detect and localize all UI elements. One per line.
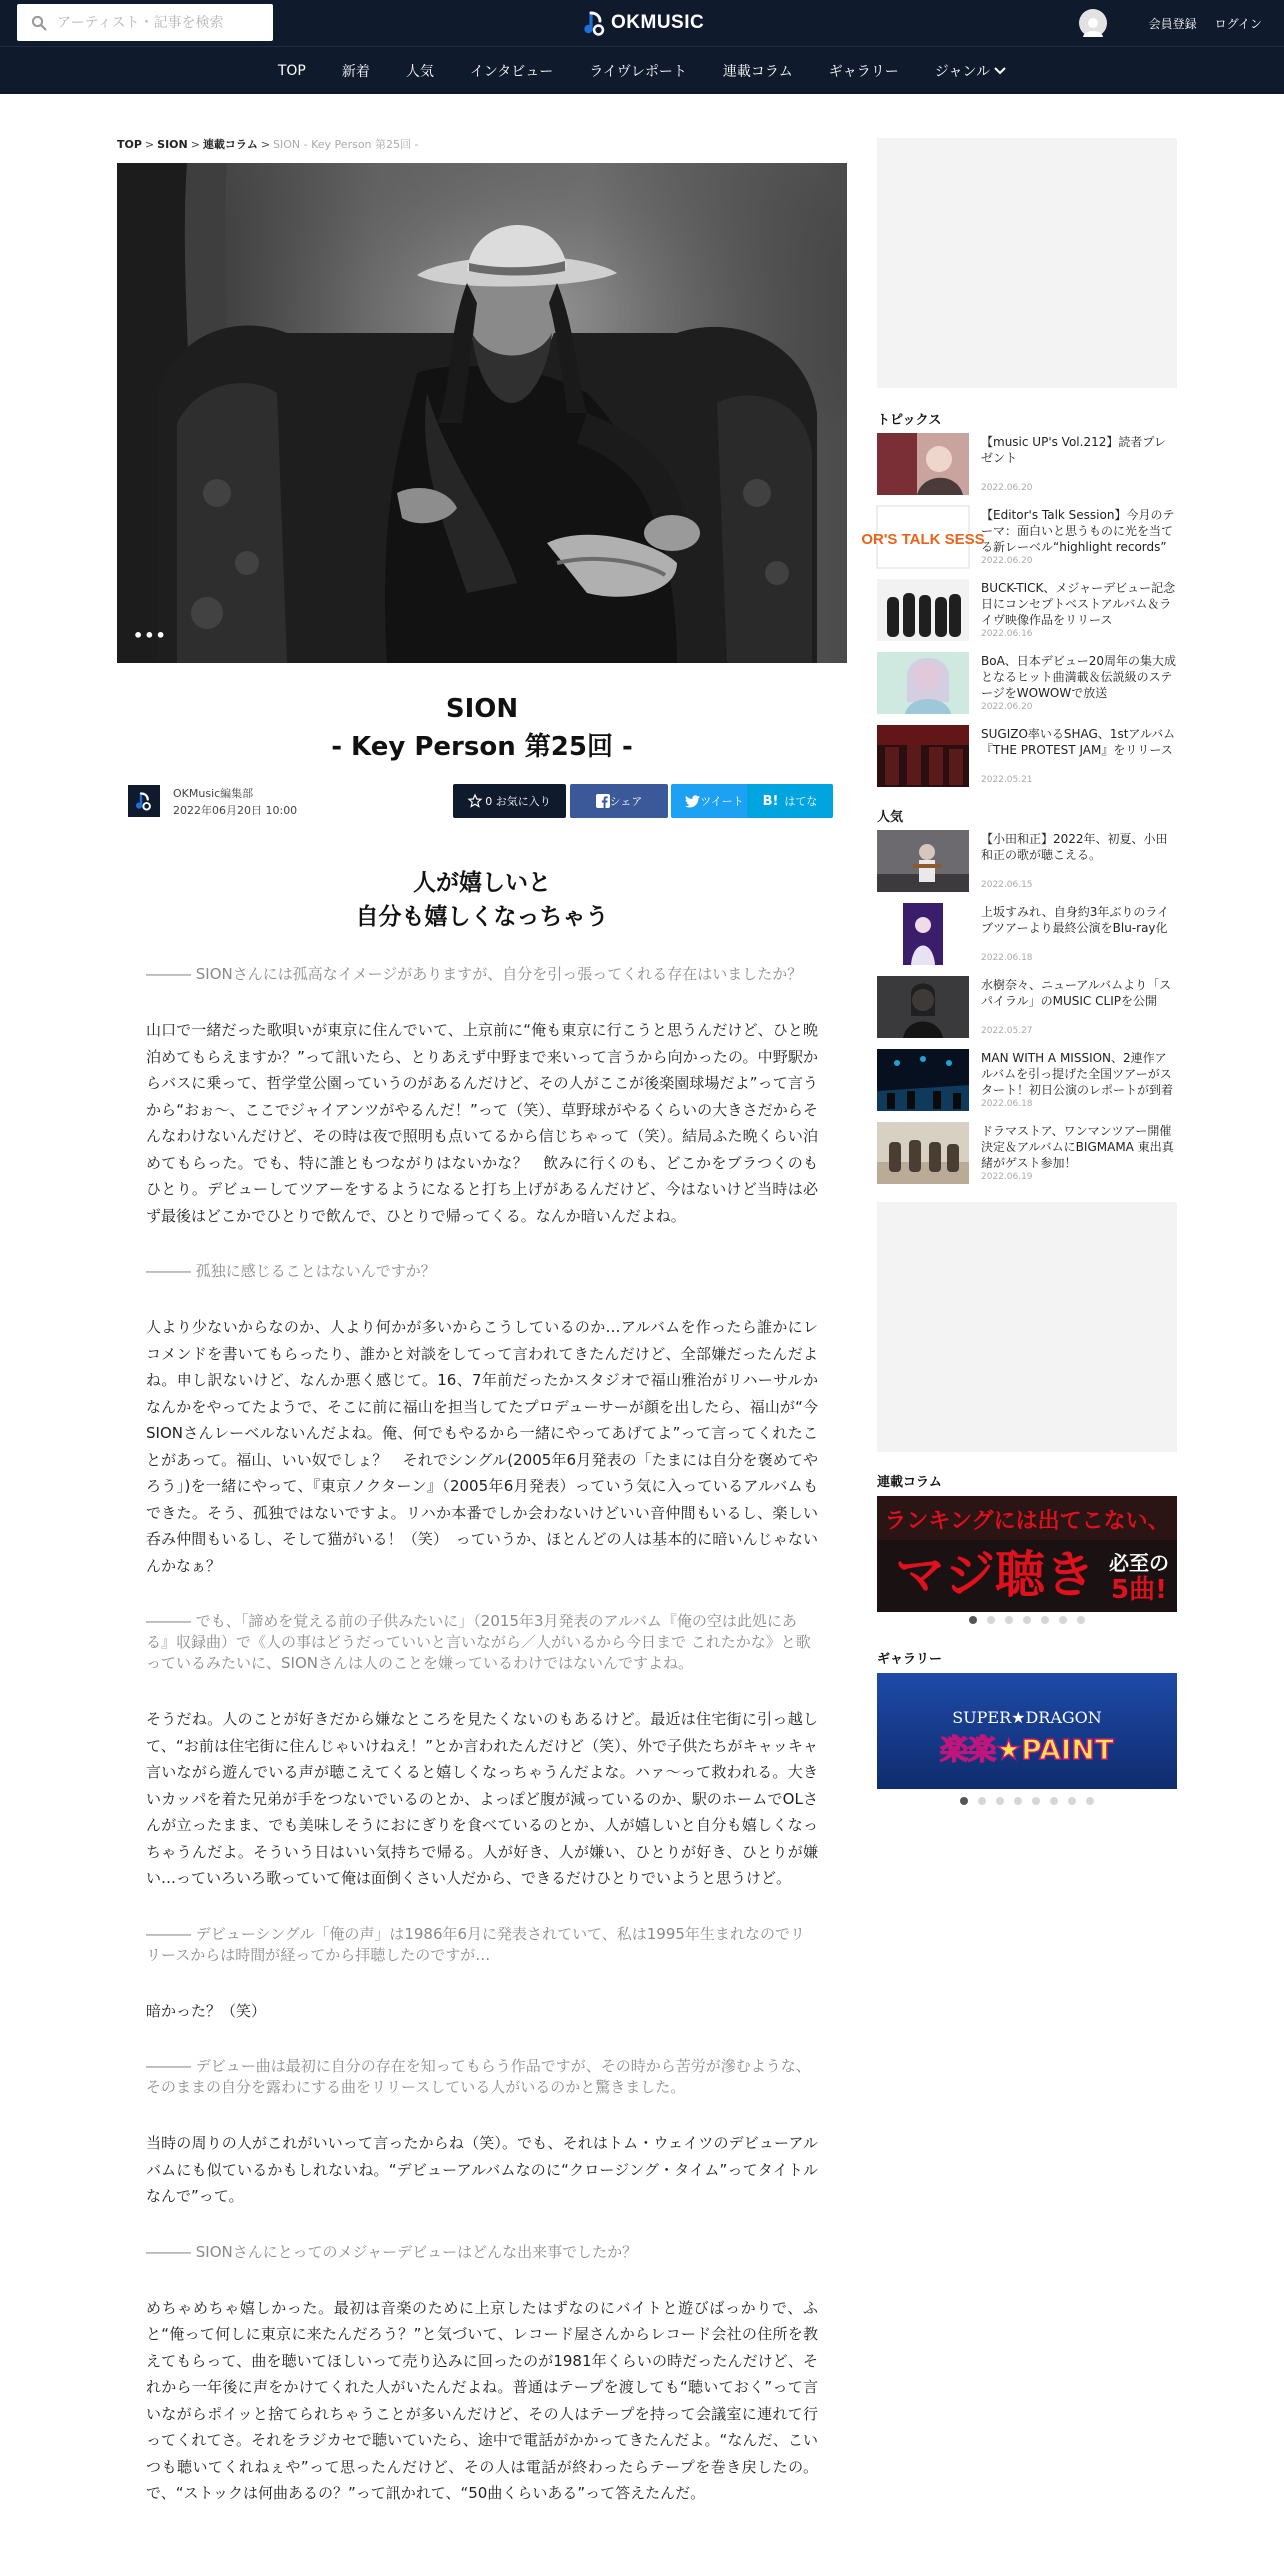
breadcrumb-current: SION - Key Person 第25回 - [273, 138, 419, 151]
interview-answer: 暗かった？（笑） [146, 2001, 267, 2020]
popular-thumbnail [877, 976, 969, 1038]
main-nav [0, 46, 1284, 94]
publish-date: 2022年06月20日 10:00 [173, 804, 298, 817]
gallery-carousel-dot[interactable] [978, 1797, 986, 1805]
topic-item[interactable] [877, 725, 1177, 798]
breadcrumb-top[interactable]: TOP [117, 138, 142, 151]
gallery-heading: ギャラリー [877, 1652, 943, 1667]
popular-item[interactable] [877, 830, 1177, 903]
author-logo-icon[interactable] [128, 785, 160, 817]
topic-title: 【music UP's Vol.212】読者プレゼント [981, 435, 1166, 465]
column-banner-art [877, 1496, 1177, 1612]
column-carousel-dot[interactable] [1059, 1616, 1067, 1624]
star-icon [468, 794, 482, 808]
popular-thumbnail [877, 903, 969, 965]
breadcrumb: TOP > SION > 連載コラム > SION - Key Person 第25回 - [117, 138, 419, 151]
nav-gallery[interactable]: ギャラリー [828, 63, 899, 80]
search-icon [31, 15, 47, 31]
topic-date: 2022.06.16 [981, 629, 1033, 639]
nav-genre[interactable] [917, 61, 1024, 81]
topic-item[interactable] [877, 652, 1177, 725]
topic-title: BoA、日本デビュー20周年の集大成となるヒット曲満載＆伝説級のステージをWOWOWで放送 [981, 654, 1177, 700]
column-carousel-dot[interactable] [1041, 1616, 1049, 1624]
hatena-bookmark-button[interactable] [747, 784, 833, 818]
popular-title: ドラマストア、ワンマンツアー開催決定＆アルバムにBIGMAMA 東出真緒がゲスト参加！ [981, 1124, 1174, 1170]
avatar[interactable] [1079, 9, 1107, 37]
topic-title: SUGIZO率いるSHAG、1stアルバム『THE PROTEST JAM』をリリース [981, 727, 1176, 757]
user-icon [1082, 15, 1104, 37]
topic-item[interactable] [861, 506, 1177, 579]
gallery-carousel-dot[interactable] [1068, 1797, 1076, 1805]
hatena-icon: B! [762, 793, 779, 809]
search-input[interactable] [57, 15, 257, 31]
interview-answer: 山口で一緒だった歌唄いが東京に住んでいて、上京前に“俺も東京に行こうと思うんだけど、ひと晩泊めてもらえますか？”って訊いたら、とりあえず中野まで来いって言うから向かったの。中野駅からバスに乗って、哲学堂公園っていうのがあるんだけど、その人がここが後楽園球場だよ”って言うから“おぉ～、ここでジャイアンツがやるんだ！”って（笑）、草野球がやるくらいの大きさだからそんなわけないんだけど、その時は夜で照明も点いてるから信じちゃって（笑）。結局ふた晩くらい泊めてもらった。でも、特に誰ともつながりはないかな？ 飲みに行くのも、どこかをブラつくのもひとり。デビューしてツアーをするようになると打ち上げがあるんだけど、今はないけど当時は必ず最後はどこかでひとりで飲んで、ひとりで帰ってくる。なんか暗いんだよね。 [146, 1021, 818, 1225]
popular-thumbnail [877, 830, 969, 892]
column-carousel-dots [877, 1616, 1177, 1624]
tweet-label: ツイート [700, 795, 744, 808]
interview-question: ――― SIONさんにとってのメジャーデビューはどんな出来事でしたか？ [146, 2242, 638, 2261]
topic-date: 2022.05.21 [981, 775, 1033, 785]
article-lead [146, 866, 818, 934]
ad-slot-top[interactable] [877, 138, 1177, 388]
twitter-bird-icon [685, 795, 700, 808]
site-logo[interactable] [583, 9, 704, 37]
article-title [117, 690, 847, 766]
hero-image[interactable] [117, 163, 847, 663]
topic-item[interactable] [877, 579, 1177, 652]
popular-date: 2022.06.18 [981, 953, 1033, 963]
nav-live-report[interactable]: ライヴレポート [589, 63, 687, 80]
popular-thumbnail [877, 1122, 969, 1184]
nav-popular[interactable]: 人気 [405, 63, 434, 80]
gallery-carousel-dot[interactable] [1014, 1797, 1022, 1805]
interview-question: ――― 孤独に感じることはないんですか？ [146, 1262, 436, 1280]
favorite-button[interactable] [453, 784, 566, 818]
article-body [146, 866, 818, 2539]
interview-answer: そうだね。人のことが好きだから嫌なところを見たくないのもあるけど。最近は住宅街に引っ越して、“お前は住宅街に住んじゃいけねえ！”とか言われたんだけど（笑）、外で子供たちがキャッキャ言いながら遊んでいる声が聴こえてくると嬉しくなっちゃうんだよな。ハァ〜って救われる。大きいカッパを着た兄弟が手をつないでいるのとか、よっぽど腹が減っているのか、駅のホームでOLさんが立ったまま、でも美味しそうにおにぎりを食べているのとか、人が嬉しいと自分も嬉しくなっちゃうんだよ。そういう日はいい気持ちで帰る。人が好き、人が嫌い、ひとりが好き、ひとりが嫌い…っていろいろ歌っていて俺は面倒くさい人だから、できるだけひとりでいようと思うけど。 [146, 1710, 818, 1887]
hatena-label: はてな [784, 795, 818, 808]
popular-thumbnail [877, 1049, 969, 1111]
column-heading: 連載コラム [877, 1475, 942, 1490]
column-banner-line1: ランキングには出てこない、 [884, 1509, 1170, 1534]
search-box[interactable] [17, 4, 273, 41]
popular-date: 2022.05.27 [981, 1026, 1033, 1036]
ad-slot-middle[interactable] [877, 1202, 1177, 1452]
hero-photo [117, 163, 847, 663]
column-carousel-dot[interactable] [1005, 1616, 1013, 1624]
topics-heading: トピックス [877, 413, 942, 428]
login-link[interactable]: ログイン [1214, 16, 1262, 31]
gallery-carousel-dot[interactable] [1032, 1797, 1040, 1805]
popular-item[interactable] [877, 1122, 1177, 1195]
facebook-share-button[interactable] [570, 784, 668, 818]
popular-title: MAN WITH A MISSION、2連作アルバムを引っ提げた全国ツアーがスタート！初日公演のレポートが到着 [981, 1051, 1174, 1097]
topic-thumbnail [877, 579, 969, 641]
gallery-banner-art [877, 1673, 1177, 1789]
facebook-icon [596, 794, 610, 808]
topic-item[interactable] [877, 433, 1177, 506]
interview-question: ――― SIONさんには孤高なイメージがありますが、自分を引っ張ってくれる存在はいましたか？ [146, 965, 803, 983]
column-carousel-dot[interactable] [987, 1616, 995, 1624]
column-banner[interactable] [877, 1496, 1177, 1612]
user-area [1079, 9, 1262, 37]
popular-title: 上坂すみれ、自身約3年ぶりのライブツアーより最終公演をBlu-ray化 [981, 905, 1169, 935]
column-banner-side2: 5曲! [1111, 1575, 1167, 1605]
hero-more-icon[interactable]: ••• [133, 626, 167, 645]
interview-answer: 人より少ないからなのか、人より何かが多いからこうしているのか…アルバムを作ったら誰かにレコメンドを書いてもらったり、誰かと対談をしてって言われてきたんだけど、全部嫌だったんだよね。申し訳ないけど、なんか悪く感じて。16、7年前だったかスタジオで福山雅治がリハーサルかなんかをやってたようで、そこに前に福山を担当してたプロデューサーが顔を出したら、福山が“今SIONさんレーベルないんだよね。俺、何でもやるから一緒にやってあげてよ”って言ってくれたことがあって。福山、いい奴でしょ？ それでシングル(2005年6月発表の「たまには自分を褒めてやろう」)を一緒にやって、『東京ノクターン』（2005年6月発表）っていう気に入っているアルバムもできた。そう、孤独ではないですよ。リハか本番でしか会わないけどいい音仲間もいるし、楽しい呑み仲間もいるし、そして猫がいる！（笑） っていうか、ほとんどの人は基本的に暗いんじゃないんかなぁ？ [146, 1318, 818, 1575]
popular-date: 2022.06.19 [981, 1172, 1033, 1182]
popular-date: 2022.06.15 [981, 880, 1033, 890]
topic-thumbnail [877, 725, 969, 787]
lead-line1: 人が嬉しいと [413, 870, 551, 896]
nav-column[interactable]: 連載コラム [722, 63, 793, 80]
popular-item[interactable] [877, 903, 1177, 976]
svg-text:OR'S TALK SESS: OR'S TALK SESS [861, 531, 985, 548]
top-bar [0, 0, 1284, 46]
popular-item[interactable] [877, 976, 1177, 1049]
register-link[interactable]: 会員登録 [1148, 16, 1197, 31]
topic-title: 【Editor's Talk Session】今月のテーマ：面白いと思うものに光を当てる新レーベル“highlight records” [981, 508, 1175, 554]
interview-question: ――― でも、「諦めを覚える前の子供みたいに」（2015年3月発表のアルバム『俺の空は此処にある』収録曲）で《人の事はどうだっていいと言いながら／人がいるから今日まで これたかな》と歌っているみたいに、SIONさんは人のことを嫌っているわけではないんですよね。 [146, 1612, 811, 1672]
column-carousel-dot[interactable] [1077, 1616, 1085, 1624]
popular-date: 2022.06.18 [981, 1099, 1033, 1109]
nav-new[interactable]: 新着 [341, 63, 370, 80]
topic-thumbnail [877, 652, 969, 714]
interview-question: ――― デビュー曲は最初に自分の存在を知ってもらう作品ですが、その時から苦労が滲むような、そのままの自分を露わにする曲をリリースしている人がいるのかと驚きました。 [146, 2057, 811, 2096]
topics-list [861, 433, 1177, 798]
popular-heading: 人気 [877, 810, 904, 825]
author-row [128, 783, 838, 821]
article-title-line2: - Key Person 第25回 - [331, 732, 633, 762]
nav-genre-label: ジャンル [934, 63, 991, 80]
column-carousel-dot[interactable] [1023, 1616, 1031, 1624]
column-banner-line2: マジ聴き [895, 1546, 1095, 1604]
favorite-label: 0 お気に入り [485, 795, 551, 808]
okmusic-mark-icon [135, 790, 153, 812]
gallery-carousel-dot[interactable] [1050, 1797, 1058, 1805]
popular-title: 水樹奈々、ニューアルバムより「スパイラル」のMUSIC CLIPを公開 [981, 978, 1172, 1008]
interview-answer: めちゃめちゃ嬉しかった。最初は音楽のために上京したはずなのにバイトと遊びばっかりで、ふと“俺って何しに東京に来たんだろう？”と気づいて、レコード屋さんからレコード会社の住所を教えてもらって、曲を聴いてほしいって売り込みに回ったのが1981年くらいの時だったんだけど、それから一年後に声をかけてくれた人がいたんだよね。普通はテープを渡しても“聴いておく”って言いながらポイッと捨てられちゃうことが多いんだけど、その人はテープを持って会議室に連れて行ってくれてさ。それをラジカセで聴いていたら、途中で電話がかかってきたんだよ。“なんだ、こいつも聴いてくれねぇや”って思ったんだけど、その人は電話が終わったらテープを巻き戻したの。で、“ストックは何曲あるの？”って訊かれて、“50曲くらいある”って答えたんだ。 [146, 2298, 818, 2502]
popular-item[interactable] [877, 1049, 1177, 1122]
share-label: シェア [609, 795, 643, 808]
gallery-banner[interactable] [877, 1673, 1177, 1789]
topic-date: 2022.06.20 [981, 702, 1033, 712]
column-banner-side1: 必至の [1109, 1551, 1169, 1575]
gallery-banner-line1: SUPER★DRAGON [952, 1708, 1102, 1727]
topic-thumbnail [877, 433, 969, 495]
chevron-down-icon [994, 67, 1006, 75]
breadcrumb-artist[interactable]: SION [157, 138, 188, 151]
tweet-button[interactable] [671, 784, 758, 818]
topic-thumbnail [861, 506, 985, 568]
logo-text: OKMUSIC [611, 12, 705, 33]
gallery-carousel-dot[interactable] [960, 1797, 968, 1805]
nav-top[interactable]: TOP [277, 62, 306, 79]
popular-list [877, 830, 1177, 1195]
logo-mark-icon [583, 9, 607, 37]
gallery-carousel-dots [877, 1797, 1177, 1805]
popular-title: 【小田和正】2022年、初夏、小田和正の歌が聴こえる。 [981, 832, 1168, 862]
gallery-carousel-dot[interactable] [1086, 1797, 1094, 1805]
column-carousel-dot[interactable] [969, 1616, 977, 1624]
gallery-carousel-dot[interactable] [996, 1797, 1004, 1805]
nav-interview[interactable]: インタビュー [469, 63, 554, 80]
topic-date: 2022.06.20 [981, 483, 1033, 493]
gallery-banner-line2: 楽楽★PAINT [940, 1733, 1114, 1766]
author-name[interactable]: OKMusic編集部 [173, 787, 254, 800]
breadcrumb-column[interactable]: 連載コラム [202, 138, 258, 151]
article-title-line1: SION [445, 694, 519, 724]
lead-line2: 自分も嬉しくなっちゃう [355, 904, 609, 930]
topic-title: BUCK-TICK、メジャーデビュー記念日にコンセプトベストアルバム＆ライヴ映像作品をリリース [981, 581, 1176, 627]
interview-question: ――― デビューシングル「俺の声」は1986年6月に発表されていて、私は1995年生まれなのでリリースからは時間が経ってから拝聴したのですが… [146, 1924, 805, 1964]
topic-date: 2022.06.20 [981, 556, 1033, 566]
interview-answer: 当時の周りの人がこれがいいって言ったからね（笑）。でも、それはトム・ウェイツのデビューアルバムにも似ているかもしれないね。“デビューアルバムなのに“クロージング・タイム”ってタイトルなんで”って。 [146, 2134, 818, 2205]
